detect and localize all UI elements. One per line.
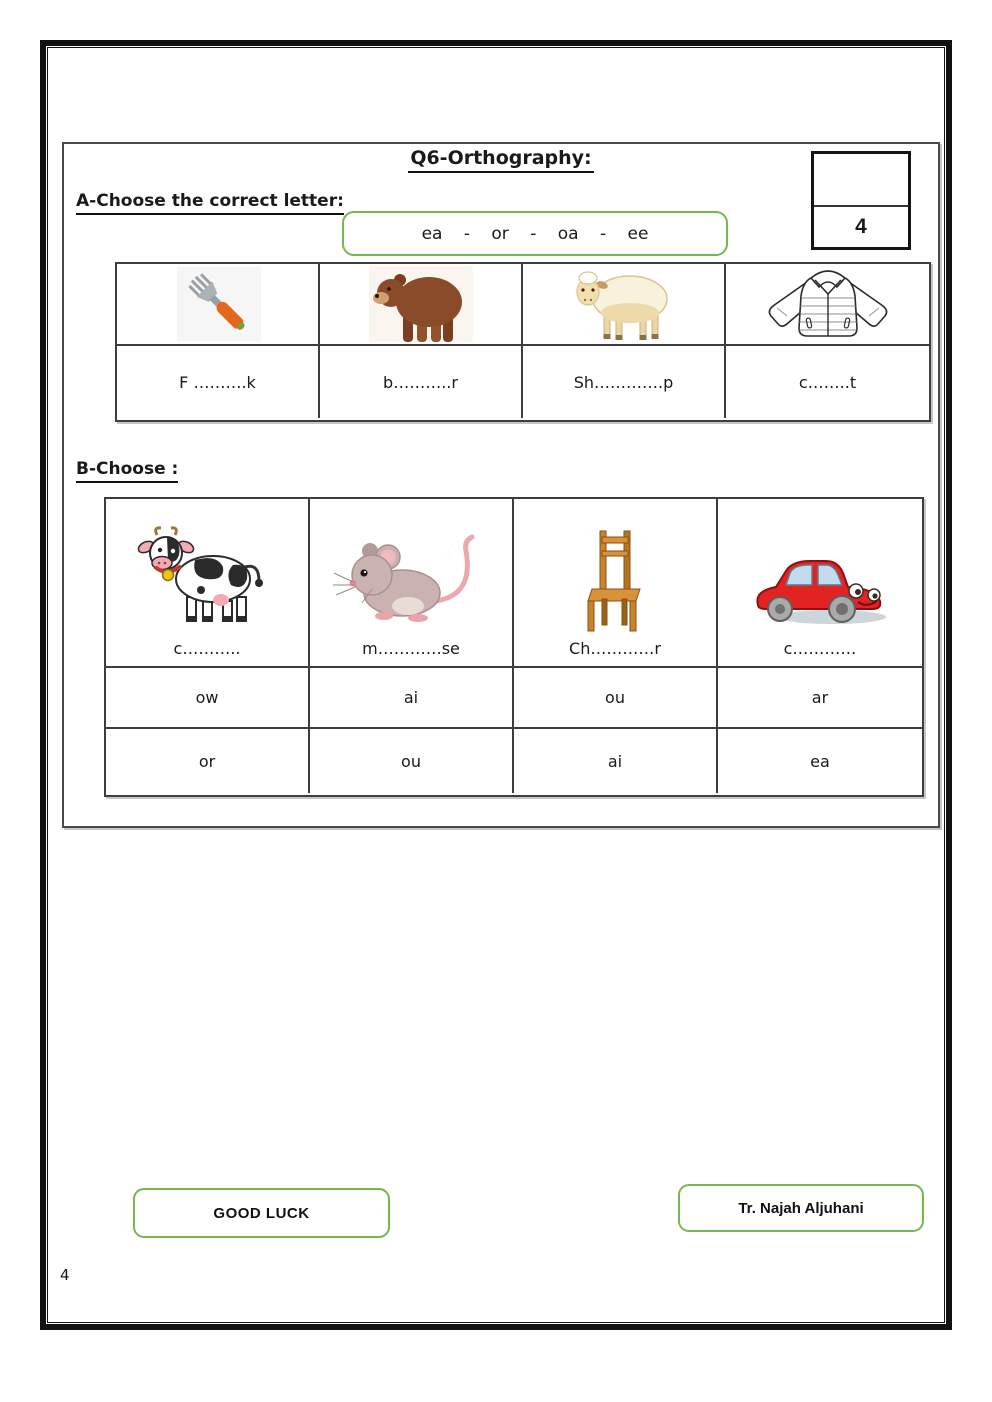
section-b-heading-text: B-Choose : — [76, 459, 178, 483]
cow-image — [131, 523, 283, 633]
score-box — [811, 151, 911, 250]
orthography-table-a — [115, 262, 931, 422]
chair-image — [577, 527, 653, 633]
table-a-picture-cell — [523, 264, 726, 346]
mouse-image — [332, 529, 490, 633]
teacher-name-text: Tr. Najah Aljuhani — [738, 1199, 864, 1217]
table-a-picture-cell — [117, 264, 320, 346]
table-a-word-cell: F ……….k — [117, 346, 320, 418]
table-a-word-cell: b………..r — [320, 346, 523, 418]
option-cell: or — [106, 729, 310, 793]
section-b-heading — [76, 459, 178, 479]
option-cell: ai — [310, 668, 514, 729]
table-b-word: c……….. — [173, 639, 241, 658]
good-luck-box — [133, 1188, 390, 1238]
option-cell: ai — [514, 729, 718, 793]
table-b-picture-cell — [310, 499, 514, 668]
table-b-word: c………… — [783, 639, 857, 658]
table-b-word: Ch…………r — [569, 639, 661, 658]
table-b-picture-cell — [514, 499, 718, 668]
question-title — [62, 147, 940, 169]
table-a-picture-cell — [726, 264, 929, 346]
letter-choices-box: ea - or - oa - ee — [342, 211, 728, 256]
option-cell: ar — [718, 668, 922, 729]
option-cell: ow — [106, 668, 310, 729]
section-a-heading-text: A-Choose the correct letter: — [76, 191, 344, 215]
question-title-text: Q6-Orthography: — [408, 147, 593, 173]
teacher-name-box — [678, 1184, 924, 1232]
bear-image — [367, 264, 475, 344]
option-cell: ou — [514, 668, 718, 729]
option-cell: ou — [310, 729, 514, 793]
table-b-picture-cell — [718, 499, 922, 668]
sheep-image — [566, 264, 681, 344]
option-cell: ea — [810, 751, 830, 771]
fork-image — [157, 265, 279, 343]
coat-image — [753, 264, 903, 344]
orthography-table-b — [104, 497, 924, 797]
car-image — [746, 547, 894, 633]
table-a-word-cell: c……..t — [798, 372, 857, 392]
score-box-empty-cell — [814, 154, 908, 207]
good-luck-text: GOOD LUCK — [213, 1204, 310, 1222]
table-b-word: m…………se — [362, 639, 460, 658]
table-a-word-cell: Sh………….p — [523, 346, 726, 418]
page-number: 4 — [60, 1266, 70, 1284]
table-a-picture-cell — [320, 264, 523, 346]
section-a-heading — [76, 191, 344, 211]
table-b-picture-cell — [106, 499, 310, 668]
score-box-value: 4 — [855, 215, 867, 238]
